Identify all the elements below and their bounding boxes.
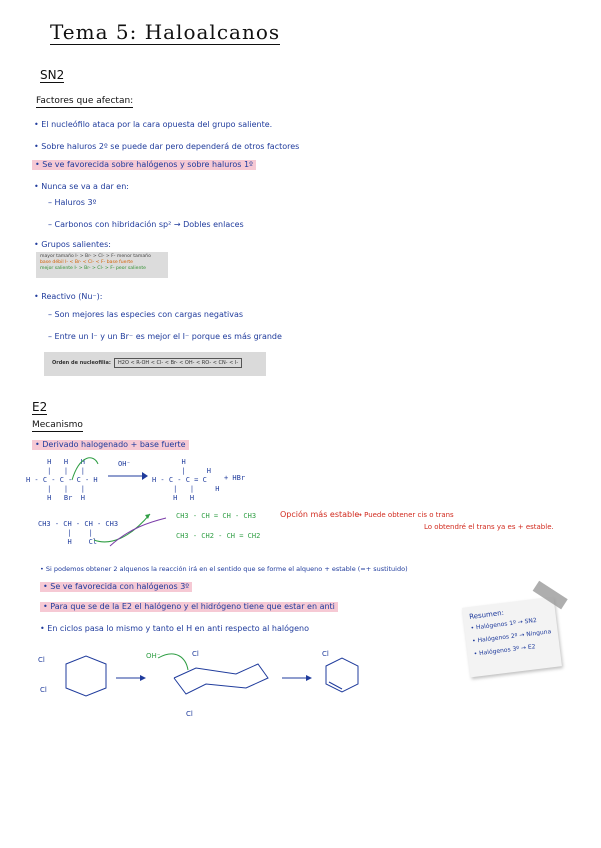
svg-text:Cl: Cl xyxy=(322,650,329,658)
hbr-byproduct: + HBr xyxy=(224,474,246,482)
stable-option-note: Opción más estable xyxy=(280,510,360,519)
major-alkene: CH3 - CH = CH - CH3 xyxy=(176,512,257,520)
sn2-line-10: – Entre un I⁻ y un Br⁻ es mejor el I⁻ porque es más grande xyxy=(48,332,282,341)
sn2-line-1: • El nucleófilo ataca por la cara opuesta del grupo saliente. xyxy=(34,120,273,129)
minor-alkene: CH3 - CH2 - CH = CH2 xyxy=(176,532,261,540)
leaving-group-table xyxy=(36,252,168,278)
sn2-subheading: Factores que afectan: xyxy=(36,96,134,106)
note-item: • Halógenos 1º → SN2 xyxy=(470,616,538,632)
svg-text:OH⁻: OH⁻ xyxy=(146,652,161,660)
e2-heading: E2 xyxy=(32,400,48,414)
sn2-line-9: – Son mejores las especies con cargas negativas xyxy=(48,310,244,319)
svg-text:Cl: Cl xyxy=(40,686,47,694)
e2-line-3: • Se ve favorecida con halógenos 3º xyxy=(40,582,192,592)
sn2-line-6: – Carbonos con hibridación sp² → Dobles enlaces xyxy=(48,220,244,229)
base-label: OH⁻ xyxy=(118,460,131,468)
cis-trans-note: → Puede obtener cis o trans xyxy=(356,511,454,519)
cyclohexane-e2-diagram xyxy=(36,648,376,720)
e2-line-2: • Si podemos obtener 2 alquenos la reacción irá en el sentido que se forme el alqueno + estable (=+ sustituido) xyxy=(40,565,408,573)
butyl-halide: CH3 - CH - CH - CH3 | | H Cl xyxy=(38,520,119,546)
sn2-line-7: • Grupos salientes: xyxy=(34,240,111,249)
e2-line-1: • Derivado halogenado + base fuerte xyxy=(32,440,189,450)
e2-subheading: Mecanismo xyxy=(32,420,83,430)
reaction-arrow-1 xyxy=(108,470,148,482)
e2-line-4: • Para que se de la E2 el halógeno y el hidrógeno tiene que estar en anti xyxy=(40,602,338,612)
sn2-line-3: • Se ve favorecida sobre halógenos y sobre haluros 1º xyxy=(32,160,256,170)
summary-sticky-note xyxy=(462,597,562,678)
table-row-size: mayor tamaño I- > Br- > Cl- > F- menor tamaño xyxy=(40,254,151,259)
trans-note: Lo obtendré el trans ya es + estable. xyxy=(424,523,554,531)
e2-line-5: • En ciclos pasa lo mismo y tanto el H en anti respecto al halógeno xyxy=(40,624,309,633)
elimination-arrows-icon xyxy=(90,508,170,548)
sn2-line-5: – Haluros 3º xyxy=(48,198,97,207)
nucleophilicity-label: Orden de nucleofilia: xyxy=(52,360,111,366)
reactant-structure: H H H | | | H - C - C - C - H | | | H Br H xyxy=(26,458,98,502)
sn2-heading: SN2 xyxy=(40,68,65,82)
svg-text:Cl: Cl xyxy=(186,710,193,718)
note-item: • Halógenos 3º → E2 xyxy=(473,643,536,658)
page-title: Tema 5: Haloalcanos xyxy=(50,20,281,44)
table-row-leaving: mejor saliente I- > Br- > Cl- > F- peor saliente xyxy=(40,266,146,272)
electron-arrow-icon xyxy=(70,452,100,482)
nucleophilicity-series: H2O < R-OH < Cl- < Br- < OH- < RO- < CN- < I- xyxy=(114,358,242,368)
note-title: Resumen: xyxy=(468,608,505,622)
note-item: • Halógenos 2º → Ninguna xyxy=(471,628,552,645)
sn2-line-8: • Reactivo (Nu⁻): xyxy=(34,292,103,301)
nucleophilicity-box xyxy=(44,352,266,376)
svg-text:Cl: Cl xyxy=(38,656,45,664)
sn2-line-2: • Sobre haluros 2º se puede dar pero dependerá de otros factores xyxy=(34,142,300,151)
alkene-product: H | H H - C - C = C | | H H H xyxy=(152,458,220,502)
svg-text:Cl: Cl xyxy=(192,650,199,658)
table-row-base: base débil I- < Br- < Cl- < F- base fuerte xyxy=(40,260,133,266)
sn2-line-4: • Nunca se va a dar en: xyxy=(34,182,129,191)
